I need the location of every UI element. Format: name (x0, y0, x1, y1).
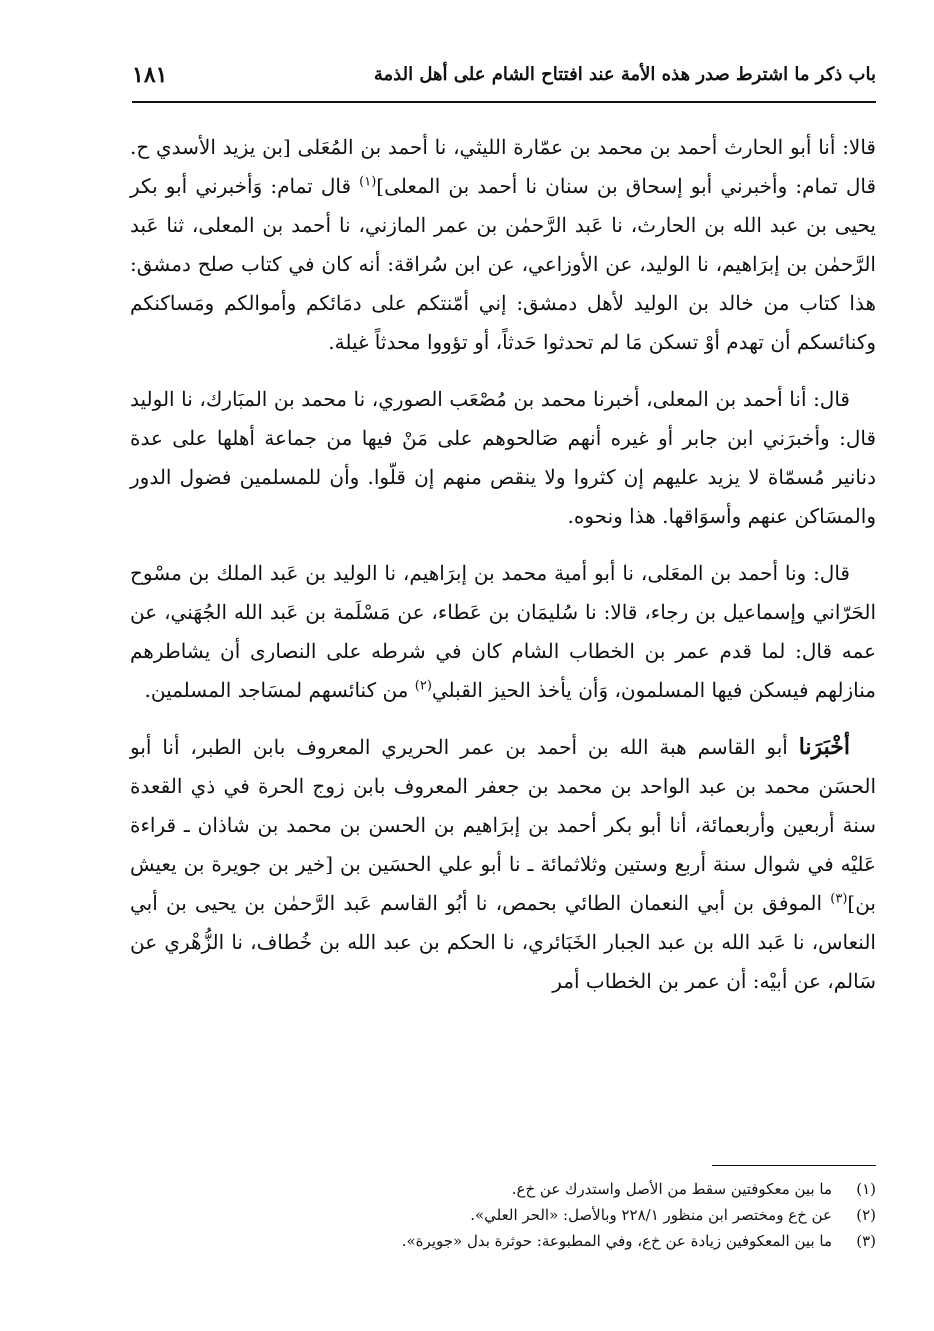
footnotes (130, 1176, 876, 1254)
paragraph-1-text-cont: قال تمام: وَأخبرني أبو بكر يحيى بن عبد الله بن الحارث، نا عَبد الرَّحمٰن بن عمر المازني، نا أحمد بن المعلى، ثنا عَبد الرَّحمٰن بن إبرَاهيم، نا الوليد، عن الأوزاعي، عن ابن سُراقة: أنه كان في كتاب صلح دمشق: هذا كتاب من خالد بن الوليد لأهل دمشق: إني أمّنتكم على دمَائكم وأموالكم ومَساكنكم وكنائسكم أن تهدم أوْ تسكن مَا لم تحدثوا حَدثاً، أو تؤووا محدثاً غيلة. (130, 174, 876, 354)
main-text (130, 128, 876, 1001)
header-rule (132, 101, 876, 103)
paragraph-4-text-cont: الموفق بن أبي النعمان الطائي بحمص، نا أبُو القاسم عَبد الرَّحمٰن بن يحيى بن أبي النعاس، نا عَبد الله بن عبد الجبار الخَبَائري، نا الحكم بن عبد الله بن خُطاف، نا الزُّهْري عن سَالم، عن أبيْه: أن عمر بن الخطاب أمر (130, 891, 876, 993)
paragraph-4-text: أبو القاسم هبة الله بن أحمد بن عمر الحريري المعروف بابن الطبر، أنا أبو الحسَن محمد بن عبد الواحد بن محمد بن جعفر المعروف بابن زوج الحرة في ذي القعدة سنة أربعين وأربعمائة، أنا أبو بكر أحمد بن إبرَاهيم بن الحسن بن محمد بن شاذان ـ قراءة عَليْه في شوال سنة أربع وستين وثلاثمائة ـ نا أبو علي الحسَين بن [خير بن جويرة بن يعيش بن] (130, 735, 876, 915)
paragraph-3 (130, 554, 876, 710)
footnote-number: (٢) (856, 1206, 876, 1224)
footnote-number: (٣) (856, 1232, 876, 1250)
paragraph-1 (130, 128, 876, 362)
footnote-ref-3: (٣) (830, 891, 848, 907)
paragraph-3-text-cont: من كنائسهم لمسَاجد المسلمين. (144, 678, 415, 702)
paragraph-3-text: قال: ونا أحمد بن المعَلى، نا أبو أمية محمد بن إبرَاهيم، نا الوليد بن عَبد الملك بن مسْوح الحَرّاني وإسماعيل بن رجاء، قالا: نا سُليمَان بن عَطاء، عن مَسْلَمة بن عَبد الله الجُهَني، عن عمه قال: لما قدم عمر بن الخطاب الشام كان في شرطه على النصارى أن يشاطرهم منازلهم فيسكن فيها المسلمون، وَأن يأخذ الحيز القبلي (130, 561, 876, 702)
footnote-number: (١) (856, 1180, 876, 1198)
footnote-2 (130, 1202, 876, 1228)
footnote-3 (130, 1228, 876, 1254)
footnote-rule (712, 1165, 876, 1166)
paragraph-1-text: قالا: أنا أبو الحارث أحمد بن محمد بن عمّارة الليثي، نا أحمد بن المُعَلى [بن يزيد الأسدي ح. قال تمام: وأخبرني أبو إسحاق بن سنان نا أحمد بن المعلى] (130, 135, 877, 198)
footnote-ref-1: (١) (359, 174, 377, 190)
paragraph-4 (130, 728, 876, 1001)
footnote-text: ما بين معكوفتين سقط من الأصل واستدرك عن خ‌ع. (511, 1180, 832, 1198)
footnote-text: ما بين المعكوفين زيادة عن خ‌ع، وفي المطبوعة: حوثرة بدل «جويرة». (401, 1232, 832, 1250)
running-head: باب ذكر ما اشترط صدر هذه الأمة عند افتتاح الشام على أهل الذمة (373, 64, 876, 85)
paragraph-2 (130, 380, 876, 536)
paragraph-4-lead-word: أخْبَرَنا (798, 734, 851, 760)
footnote-text: عن خ‌ع ومختصر ابن منظور ٢٢٨/١ وبالأصل: «الحر العلي». (470, 1206, 832, 1224)
page-header (132, 62, 876, 100)
footnote-ref-2: (٢) (414, 678, 432, 694)
page-number: ١٨١ (132, 62, 168, 88)
paragraph-2-text: قال: أنا أحمد بن المعلى، أخبرنا محمد بن مُصْعَب الصوري، نا محمد بن المبَارك، نا الوليد قال: وأخبرَني ابن جابر أو غيره أنهم صَالحوهم على مَنْ فيها من جماعة أهلها على عدة دنانير مُسمّاة لا يزيد عليهم إن كثروا ولا ينقص منهم إن قلّوا. وأن للمسلمين فضول الدور والمسَاكن عنهم وأسوَاقها. هذا ونحوه. (130, 387, 876, 528)
footnote-1 (130, 1176, 876, 1202)
